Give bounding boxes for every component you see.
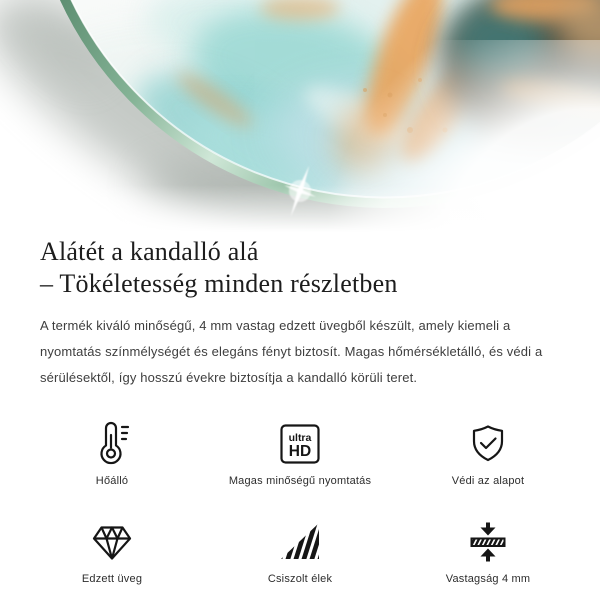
feature-label: Vastagság 4 mm [445,573,531,586]
feature-heat-resistant [18,414,206,487]
diamond-icon [90,512,134,564]
feature-print-quality [206,414,394,487]
thermometer-icon [90,414,134,466]
features-grid [0,414,600,585]
page-title-line2: – Tökéletesség minden részletben [40,269,398,299]
svg-text:ultra: ultra [288,432,312,445]
feature-label: Csiszolt élek [267,573,333,586]
svg-text:HD: HD [288,443,312,461]
feature-label: Védi az alapot [451,475,525,488]
feature-label: Hőálló [95,475,129,488]
glass-hearth-pad-image [0,0,600,232]
feature-protects-base [394,414,582,487]
product-photo [0,0,600,232]
feature-label: Magas minőségű nyomtatás [228,475,372,488]
feature-polished-edges [206,512,394,585]
thickness-icon [466,512,510,564]
ultra-hd-icon [278,414,322,466]
shield-check-icon [466,414,510,466]
polished-edge-icon [278,512,322,564]
page-title-line1: Alátét a kandalló alá [40,237,259,266]
product-description: A termék kiváló minőségű, 4 mm vastag edzett üvegből készült, amely kiemeli a nyomtatás színmélységét és elegáns fényt biztosít. Magas hőmérsékletálló, és védi a sérülésektől, így hosszú évekre biztosítja a kandalló körüli teret. [40,318,543,386]
feature-thickness [394,512,582,585]
feature-tempered-glass [18,512,206,585]
page-title [40,236,560,300]
feature-label: Edzett üveg [81,573,143,586]
